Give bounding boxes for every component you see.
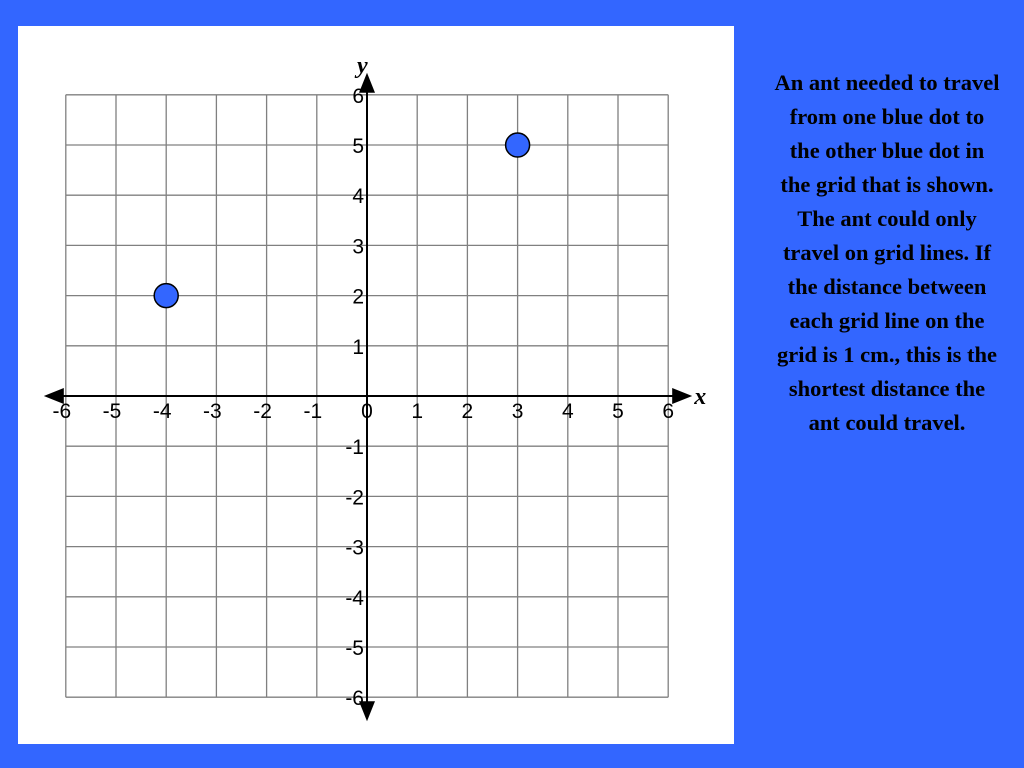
y-tick-label: -6 — [345, 687, 364, 711]
x-tick-label: -4 — [152, 400, 172, 423]
y-tick-label: 3 — [352, 235, 364, 259]
x-tick-label: 1 — [411, 400, 424, 423]
coordinate-grid-chart — [18, 26, 734, 744]
y-tick-label: 4 — [352, 185, 364, 209]
y-axis-label: y — [357, 52, 368, 79]
x-tick-label: 2 — [461, 400, 474, 423]
y-tick-label: -2 — [345, 486, 364, 510]
y-tick-label: 1 — [352, 335, 364, 359]
y-tick-label: -3 — [345, 536, 364, 560]
x-axis-label: x — [694, 384, 707, 410]
y-tick-label: -5 — [345, 637, 364, 660]
x-tick-label: 5 — [612, 400, 624, 423]
y-tick-label: -1 — [345, 436, 364, 460]
x-axis-right-arrow-icon — [672, 388, 692, 404]
y-tick-label: -4 — [345, 586, 364, 610]
x-tick-label: 3 — [511, 400, 524, 423]
y-tick-label: 5 — [352, 135, 364, 158]
blue-dot-point — [154, 284, 178, 308]
y-tick-label: 6 — [352, 84, 364, 108]
x-tick-label: -1 — [303, 400, 323, 423]
x-tick-label: 0 — [361, 400, 373, 423]
x-tick-label: -3 — [203, 400, 222, 423]
blue-dot-point — [506, 133, 530, 157]
x-tick-label: -5 — [102, 400, 122, 423]
x-tick-label: 6 — [662, 400, 675, 423]
x-tick-label: -6 — [52, 400, 72, 423]
y-tick-label: 2 — [352, 285, 364, 309]
problem-text: An ant needed to travel from one blue dot to the other blue dot in the grid that is shown. The ant could only travel on grid lines. If the distance between each grid line on the grid is 1 cm., this is the shortest distance the ant could travel. — [774, 70, 1000, 435]
x-tick-label: 4 — [561, 400, 574, 423]
graph-panel — [18, 26, 734, 744]
x-tick-label: -2 — [253, 400, 272, 423]
